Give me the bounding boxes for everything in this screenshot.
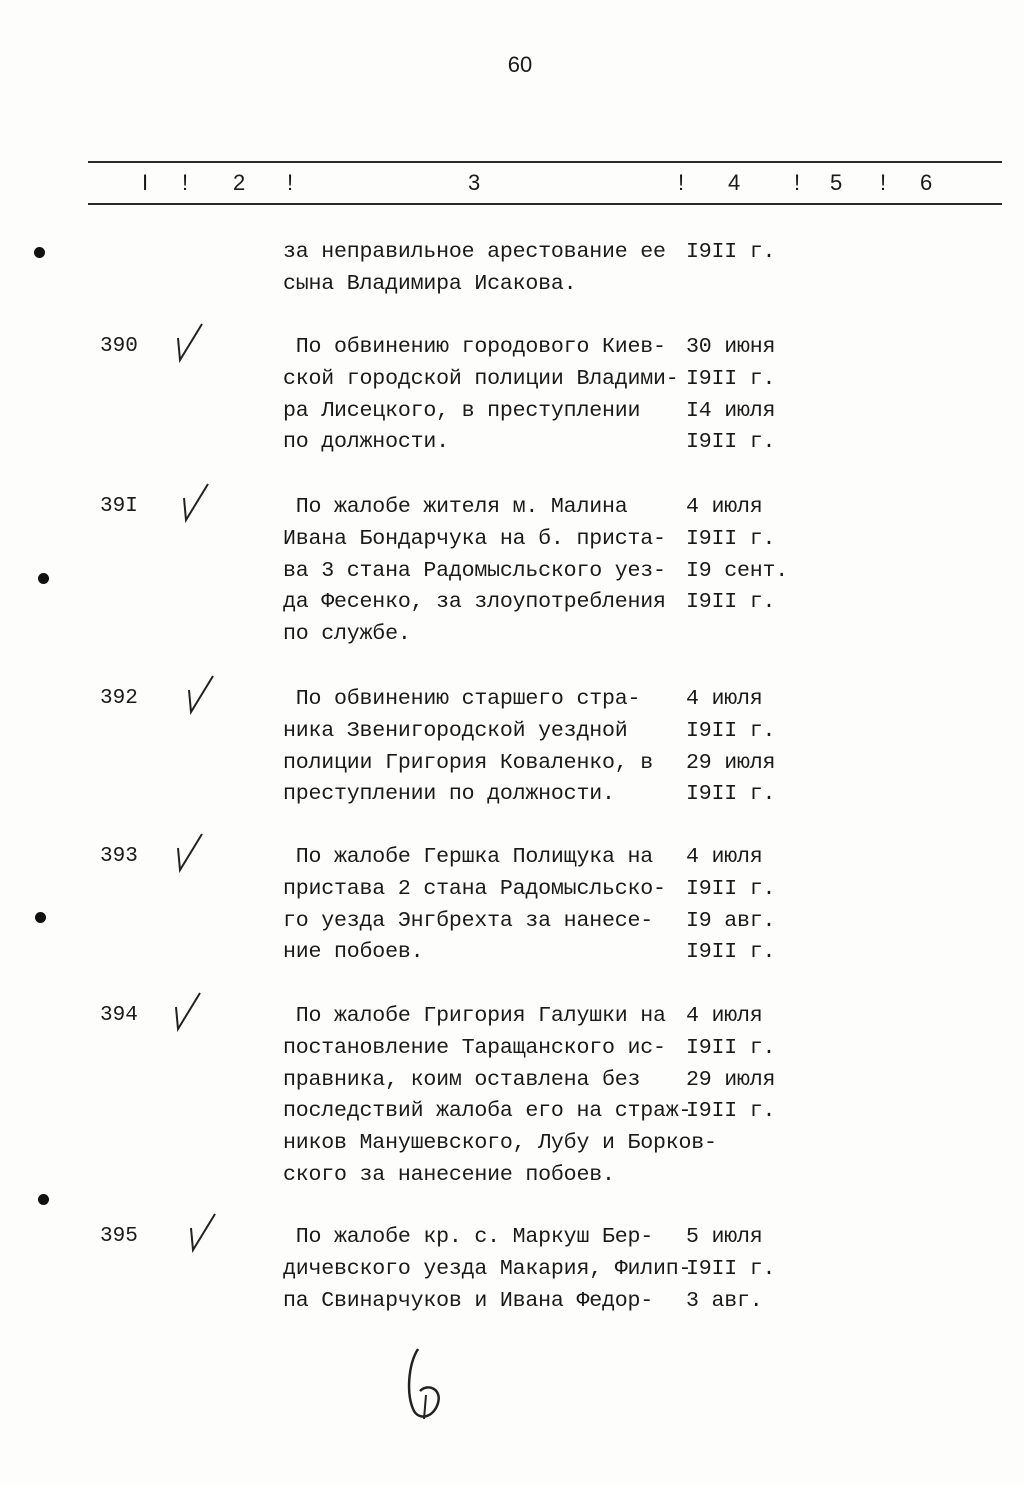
entry-description-line: По жалобе жителя м. Малина — [283, 495, 628, 519]
entry-date: I9II г. — [686, 940, 776, 965]
entry-date: 29 июля — [686, 1067, 776, 1092]
handwritten-check-mark-icon — [172, 830, 212, 875]
column-separator: ! — [287, 170, 294, 195]
handwritten-check-mark-icon — [185, 1210, 225, 1255]
entry-date: I9II г. — [686, 240, 776, 264]
column-header-2: 2 — [233, 170, 246, 195]
entry-number: 394 — [100, 1004, 138, 1027]
handwritten-sheet-number — [400, 1345, 460, 1425]
entry-description-line: сына Владимира Исакова. — [283, 271, 577, 296]
column-separator: ! — [880, 170, 887, 195]
binder-hole — [38, 1194, 49, 1205]
entry-date: 4 июля — [686, 687, 763, 711]
entry-description-line: полиции Григория Коваленко, в — [283, 750, 653, 775]
handwritten-check-mark-icon — [170, 989, 210, 1034]
page-number: 60 — [507, 52, 533, 77]
column-header-6: 6 — [920, 170, 933, 195]
column-header-1: I — [142, 170, 149, 195]
entry-description-line: последствий жалоба его на страж- — [283, 1099, 692, 1124]
entry-description-line: По обвинению городового Киев- — [283, 335, 666, 359]
entry-number: 390 — [100, 335, 138, 358]
entry-number: 395 — [100, 1225, 138, 1248]
entry-description-line: Ивана Бондарчука на б. приста- — [283, 526, 666, 551]
binder-hole — [38, 573, 49, 584]
entry-date: I9II г. — [686, 1035, 776, 1060]
entry-description-line: по службе. — [283, 622, 411, 647]
entry-description-line: пристава 2 стана Радомысльско- — [283, 876, 666, 901]
binder-hole — [34, 247, 45, 258]
entry-date: I9II г. — [686, 782, 776, 807]
entry-description-line: го уезда Энгбрехта за нанесе- — [283, 908, 653, 933]
entry-description-line: постановление Таращанского ис- — [283, 1035, 666, 1060]
handwritten-check-mark-icon — [183, 672, 223, 717]
entry-date: I9 сент. — [686, 558, 789, 583]
column-separator: ! — [794, 170, 801, 195]
entry-number: 393 — [100, 845, 138, 868]
column-separator: ! — [678, 170, 685, 195]
entry-description-line: ра Лисецкого, в преступлении — [283, 398, 641, 423]
binder-hole — [35, 912, 46, 923]
entry-date: I4 июля — [686, 398, 776, 423]
entry-date: 4 июля — [686, 495, 763, 519]
entry-date: 4 июля — [686, 845, 763, 869]
handwritten-check-mark-icon — [172, 320, 212, 365]
entry-description-line: преступлении по должности. — [283, 782, 615, 807]
column-header-4: 4 — [728, 170, 741, 195]
entry-description-line: за неправильное арестование ее — [283, 240, 666, 264]
entry-date: I9II г. — [686, 366, 776, 391]
header-top-rule — [88, 161, 1002, 163]
entry-description-line: ва 3 стана Радомысльского уез- — [283, 558, 666, 583]
entry-description-line: По жалобе Григория Галушки на — [283, 1004, 666, 1028]
handwritten-check-mark-icon — [178, 480, 218, 525]
entry-description-line: да Фесенко, за злоупотребления — [283, 590, 666, 615]
entry-number: 392 — [100, 687, 138, 710]
entry-date: I9II г. — [686, 430, 776, 455]
entry-number: 39I — [100, 495, 138, 518]
entry-date: I9II г. — [686, 1256, 776, 1281]
entry-description-line: По жалобе кр. с. Маркуш Бер- — [283, 1225, 653, 1249]
column-separator: ! — [182, 170, 189, 195]
entry-date: I9 авг. — [686, 908, 776, 933]
entry-description-line: По обвинению старшего стра- — [283, 687, 641, 711]
entry-date: I9II г. — [686, 1099, 776, 1124]
entry-description-line: дичевского уезда Макария, Филип- — [283, 1256, 692, 1281]
entry-description-line: ников Манушевского, Лубу и Борков- — [283, 1131, 717, 1156]
entry-date: 30 июня — [686, 335, 776, 359]
entry-date: I9II г. — [686, 590, 776, 615]
entry-description-line: ника Звенигородской уездной — [283, 718, 628, 743]
entry-date: 3 авг. — [686, 1288, 763, 1313]
entry-description-line: ского за нанесение побоев. — [283, 1163, 615, 1187]
entry-description-line: ние побоев. — [283, 940, 424, 965]
column-header-3: 3 — [468, 170, 481, 195]
entry-date: 4 июля — [686, 1004, 763, 1028]
entry-date: I9II г. — [686, 876, 776, 901]
entry-description-line: По жалобе Гершка Полищука на — [283, 845, 653, 869]
entry-date: 29 июля — [686, 750, 776, 775]
entry-date: I9II г. — [686, 718, 776, 743]
entry-description-line: па Свинарчуков и Ивана Федор- — [283, 1288, 653, 1313]
header-bottom-rule — [88, 203, 1002, 205]
column-header-5: 5 — [830, 170, 843, 195]
entry-date: I9II г. — [686, 526, 776, 551]
entry-description-line: правника, коим оставлена без — [283, 1067, 641, 1092]
entry-description-line: по должности. — [283, 430, 449, 455]
entry-date: 5 июля — [686, 1225, 763, 1249]
entry-description-line: ской городской полиции Владими- — [283, 366, 679, 391]
